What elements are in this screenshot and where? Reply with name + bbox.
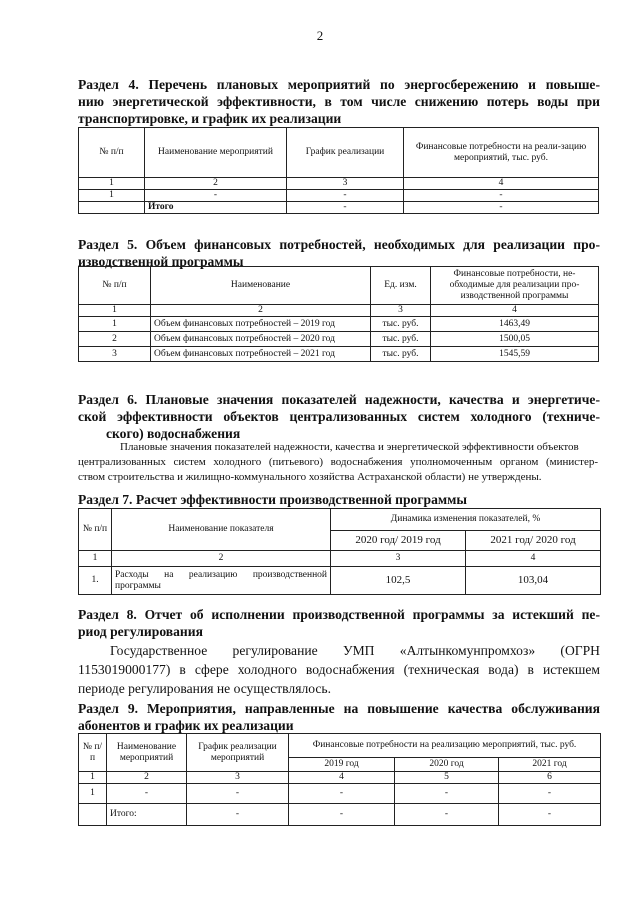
table-cell: - [187,804,289,826]
section-7-table [78,508,601,595]
table-cell: Объем финансовых потребностей – 2019 год [151,317,371,332]
section-9-table [78,733,601,826]
section-8-text [78,641,600,698]
table-cell: 4 [404,178,599,190]
table-cell: 1 [79,178,145,190]
table-cell: 1 [79,784,107,804]
table-cell: 1 [79,551,112,567]
section-8-title-line: Раздел 8. Отчет об исполнении производственной программы за истекший пе- [78,607,600,622]
table-cell: 2 [107,772,187,784]
table-cell: - [287,202,404,214]
header-cell: № п/п [79,509,112,551]
section-4-title [78,76,600,127]
header-cell: 2021 год/ 2020 год [466,531,601,551]
table-cell: тыс. руб. [371,347,431,362]
table-cell: Объем финансовых потребностей – 2020 год [151,332,371,347]
section-6-text-line: Плановые значения показателей надежности, качества и энергетической эффективности объектов [120,441,579,453]
table-cell: - [187,784,289,804]
section-6-title [78,391,600,442]
table-total-row [79,804,601,826]
section-4-table [78,127,599,214]
table-cell: 3 [331,551,466,567]
table-cell: - [145,190,287,202]
header-cell: № п/п [79,267,151,305]
table-cell: 1 [79,305,151,317]
section-6-text-line: централизованных систем холодного (питьевого) водоснабжения уполномоченным органом (министер- [78,456,598,468]
table-cell: 102,5 [331,567,466,595]
section-8-title-line: риод регулирования [78,624,203,639]
table-cell: - [404,190,599,202]
section-5-title [78,236,600,270]
section-9-title-line: абонентов и график их реализации [78,718,294,733]
section-8-text-line: 1153019000177) в сфере холодного водоснабжения (техническая вода) в истекшем [78,662,600,677]
table-cell [79,202,145,214]
header-cell: Финансовые потребности, не-обходимые для реализации про-изводственной программы [431,267,599,305]
header-cell: Наименование мероприятий [145,128,287,178]
section-6-text [78,440,598,485]
table-cell: 2 [151,305,371,317]
table-cell: Объем финансовых потребностей – 2021 год [151,347,371,362]
section-8-text-line: Государственное регулирование УМП «Алтынкомунпромхоз» (ОГРН [110,643,600,658]
table-cell: - [499,804,601,826]
section-8-title [78,606,600,640]
header-cell: Динамика изменения показателей, % [331,509,601,531]
section-5-table [78,266,599,362]
page-number: 2 [316,28,324,43]
table-header-row [79,509,601,531]
table-row [79,190,599,202]
table-cell: - [395,784,499,804]
header-cell: Наименование [151,267,371,305]
section-6-title-line: ского) водоснабжения [106,426,241,441]
table-cell: 2 [79,332,151,347]
table-row [79,567,601,595]
section-6-title-line: Раздел 6. Плановые значения показателей надежности, качества и энергетиче- [78,392,600,407]
section-6-title-line: ской эффективности объектов централизованных систем холодного (техниче- [78,409,600,424]
table-cell: - [404,202,599,214]
section-9-title [78,700,600,734]
header-cell: Финансовые потребности на реализацию мероприятий, тыс. руб. [289,734,601,758]
table-header-row [79,734,601,758]
table-cell: 1 [79,317,151,332]
table-header-row [79,128,599,178]
table-cell: 1 [79,190,145,202]
table-cell: 2 [112,551,331,567]
table-row [79,332,599,347]
section-5-title-line: изводственной программы [78,254,244,269]
section-4-title-line: транспортировке, и график их реализации [78,111,342,126]
section-5-title-line: Раздел 5. Объем финансовых потребностей, необходимых для реализации про- [78,237,600,252]
header-cell: 2019 год [289,758,395,772]
table-cell: - [289,804,395,826]
table-total-row [79,202,599,214]
table-number-row [79,551,601,567]
header-cell: 2020 год/ 2019 год [331,531,466,551]
table-cell: 1 [79,772,107,784]
section-4-title-line: нию энергетической эффективности, в том числе снижению потерь воды при [78,94,600,109]
section-9-title-line: Раздел 9. Мероприятия, направленные на повышение качества обслуживания [78,701,600,716]
table-cell: 1. [79,567,112,595]
table-cell: - [499,784,601,804]
table-cell: 2 [145,178,287,190]
table-cell: 1500,05 [431,332,599,347]
table-cell: 3 [187,772,289,784]
table-cell: тыс. руб. [371,317,431,332]
table-number-row [79,305,599,317]
header-cell: График реализации мероприятий [187,734,289,772]
table-cell: 1463,49 [431,317,599,332]
section-6-text-line: ством строительства и жилищно-коммунального хозяйства Астраханской области) не утверждены. [78,471,542,483]
table-cell: 4 [431,305,599,317]
header-cell: 2021 год [499,758,601,772]
table-row [79,347,599,362]
table-cell: 3 [371,305,431,317]
table-cell: 5 [395,772,499,784]
table-cell: 4 [289,772,395,784]
table-row [79,317,599,332]
table-cell: 6 [499,772,601,784]
section-7-title [78,491,600,508]
table-cell: тыс. руб. [371,332,431,347]
header-cell: № п/п [79,128,145,178]
table-number-row [79,772,601,784]
table-cell: 103,04 [466,567,601,595]
section-4-title-line: Раздел 4. Перечень плановых мероприятий по энергосбережению и повыше- [78,77,600,92]
total-label: Итого [145,202,287,214]
header-cell: Ед. изм. [371,267,431,305]
table-cell: - [395,804,499,826]
header-cell: 2020 год [395,758,499,772]
table-row [79,784,601,804]
table-cell: - [287,190,404,202]
table-cell [79,804,107,826]
table-cell: Расходы на реализацию производственной программы [112,567,331,595]
table-header-row [79,267,599,305]
section-8-text-line: периоде регулирования не осуществлялось. [78,681,331,696]
table-cell: - [289,784,395,804]
header-cell: № п/п [79,734,107,772]
table-cell: 1545,59 [431,347,599,362]
header-cell: Наименование мероприятий [107,734,187,772]
table-cell: 3 [287,178,404,190]
total-label: Итого: [107,804,187,826]
table-cell: 3 [79,347,151,362]
table-number-row [79,178,599,190]
header-cell: Наименование показателя [112,509,331,551]
header-cell: График реализации [287,128,404,178]
table-cell: - [107,784,187,804]
section-7-title-line: Раздел 7. Расчет эффективности производственной программы [78,492,468,507]
header-cell: Финансовые потребности на реали-зацию мероприятий, тыс. руб. [404,128,599,178]
table-cell: 4 [466,551,601,567]
